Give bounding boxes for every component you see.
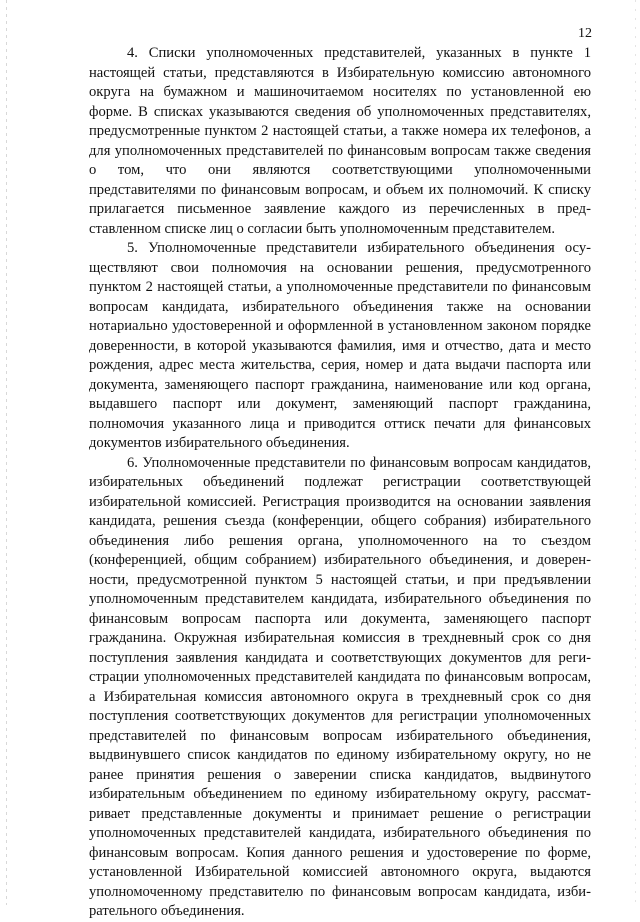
scan-edge-left: [6, 0, 7, 905]
paragraph-4: 4. Списки уполномоченных представителей, указанных в пункте 1 настоящей статьи, представляются в Избирательную комиссию автономного округа на бумажном и машиночитаемом носителях по установленной ею форме. В списках указываются сведения об уполномоченных представителях, предусмотренные пунктом 2 настоящей статьи, а также номера их телефонов, а для уполномоченных представителей по финансовым вопросам также сведения о том, что они являются соответствующими уполномоченными представителями по финансовым вопросам, и объем их полномочий. К списку прилагается письменное заявление каждого из перечисленных в представленном списке лиц о согласии быть уполномоченным представителем.: [89, 45, 591, 237]
paragraph-6: 6. Уполномоченные представители по финансовым вопросам кандидатов, избирательных объединений подлежат регистрации соответствующей избирательной комиссией. Регистрация производится на основании заявления кандидата, решения съезда (конференции, общего собрания) избирательного объединения либо решения органа, уполномоченного на то съездом (конференцией, общим собранием) избирательного объединения, и доверенности, предусмотренной пунктом 5 настоящей статьи, и при предъявлении уполномоченным представителем кандидата, избирательного объединения по финансовым вопросам паспорта или документа, заменяющего паспорт гражданина. Окружная избирательная комиссия в трехдневный срок со дня поступления заявления кандидата и соответствующих документов для регистрации уполномоченных представителей кандидата по финансовым вопросам, а Избирательная комиссия автономного округа в трехдневный срок со дня поступления соответствующих документов для регистрации уполномоченных представителей по финансовым вопросам избирательного объединения, выдвинувшего список кандидатов по единому избирательному округу, но не ранее принятия решения о заверении списка кандидатов, выдвинутого избирательным объединением по единому избирательному округу, рассматривает представленные документы и принимает решение о регистрации уполномоченных представителей кандидата, избирательного объединения по финансовым вопросам. Копия данного решения и удостоверение по форме, установленной Избирательной комиссией автономного округа, выдаются уполномоченному представителю по финансовым вопросам кандидата, избирательного объединения.: [89, 454, 591, 919]
document-body: [89, 44, 591, 922]
scan-edge-right: [635, 0, 636, 905]
page-number: 12: [578, 26, 592, 41]
paragraph-5: 5. Уполномоченные представители избирательного объединения осуществляют свои полномочия на основании решения, предусмотренного пунктом 2 настоящей статьи, а уполномоченные представители по финансовым вопросам кандидата, избирательного объединения также на основании нотариально удостоверенной и оформленной в установленном законом порядке доверенности, в которой указываются фамилия, имя и отчество, дата и место рождения, адрес места жительства, серия, номер и дата выдачи паспорта или документа, заменяющего паспорт гражданина, наименование или код органа, выдавшего паспорт или документ, заменяющий паспорт гражданина, полномочия указанного лица и приводится оттиск печати для финансовых документов избирательного объединения.: [89, 240, 591, 451]
